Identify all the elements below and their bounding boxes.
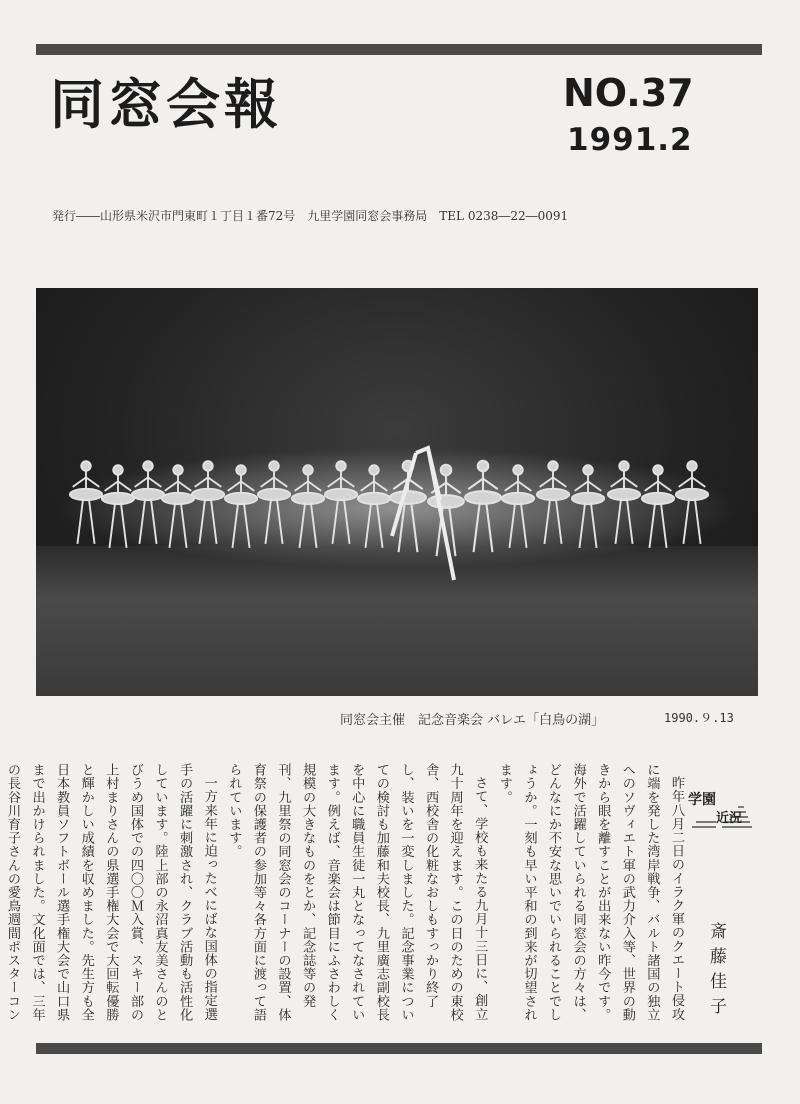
newsletter-title: 同窓会報	[50, 73, 282, 136]
photo-caption: 同窓会主催 記念音楽会 バレエ「白鳥の湖」	[340, 713, 605, 728]
article-paragraph-1: 昨年八月二日のイラク軍のクエート侵攻に端を発した湾岸戦争、バルト諸国の独立へのソヴィエト軍の武力介入等、世界の動きから眼を離すことが出来ない昨今です。海外で活躍していられる同窓会の方々は、どんなにか不安な思いでいられることでしょうか。一刻も早い平和の到来が切望されます。	[496, 763, 684, 1022]
issue-date: 1991.2	[567, 122, 693, 158]
ballet-photo	[36, 288, 758, 696]
bottom-rule	[36, 1043, 762, 1054]
article-paragraph-2: さて、学校も来たる九月十三日に、創立九十周年を迎えます。この日のための東校舎、西校舎の化粧なおしもすっかり終了し、装いを一変しました。記念事業についての検討も加藤和夫校長、九里廣志副校長を中心に職員生徒一丸となってなされています。例えば、音楽会は節目にふさわしく規模の大きなものをとか、記念誌等の発刊、九里祭の同窓会のコーナーの設置、体育祭の保護者の参加等々各方面に渡って語られています。	[226, 763, 488, 1022]
top-rule	[36, 44, 762, 55]
column-label-line2: 近況	[716, 811, 743, 826]
article-body	[4, 763, 688, 1025]
author-name: 斎藤佳子	[706, 922, 726, 1022]
column-heading	[686, 775, 756, 831]
photo-date: 1990.９.13	[664, 711, 734, 725]
publisher-line: 発行――山形県米沢市門東町１丁目１番72号 九里学園同窓会事務局 TEL 0238―22―0091	[52, 209, 569, 223]
issue-number: NO.37	[563, 71, 694, 115]
article-paragraph-3: 一方来年に迫ったべにばな国体の指定選手の活躍に刺激され、クラブ活動も活性化しています。陸上部の永沼真友美さんのとびうめ国体での四〇〇Ｍ入賞、スキー部の上村まりさんの県選手権大会で大回転優勝と輝かしい成績を収めました。先生方も全日本教員ソフトボール選手権大会で山口県まで出かけられました。文化面では、三年の長谷川育子さんの愛鳥週間ポスターコン	[4, 763, 217, 1022]
dancers-illustration	[36, 288, 758, 696]
column-label-line1: 学園	[688, 792, 716, 808]
